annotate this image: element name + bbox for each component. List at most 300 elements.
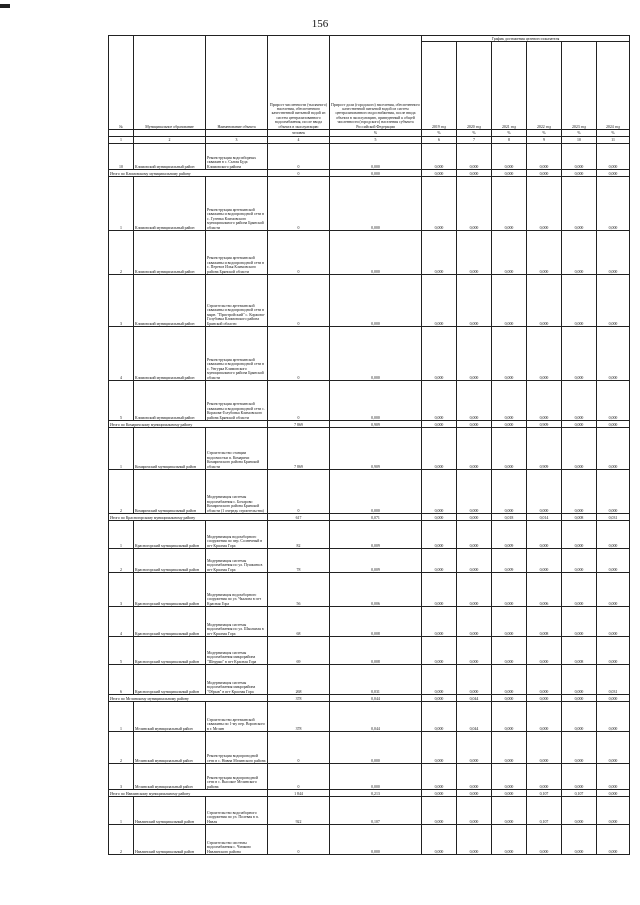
table-row [109, 521, 630, 549]
row-number: 10 [109, 144, 134, 170]
row-number: 3 [109, 764, 134, 790]
population-cell: 82 [268, 521, 330, 549]
year-value-cell: 0,000 [422, 573, 457, 607]
year-value-cell: 0,000 [492, 421, 527, 428]
share-cell: 0,000 [330, 825, 422, 855]
object-name-cell: Модернизация системы водоснабжения микрорайона "Шнурки" в пгт Красная Гора [206, 637, 268, 665]
municipality-cell: Климовский муниципальный район [134, 275, 206, 327]
year-value-cell: 0,000 [562, 428, 597, 470]
year-value-cell: 0,000 [422, 327, 457, 381]
share-cell: 0,044 [330, 702, 422, 732]
share-cell: 0,008 [330, 607, 422, 637]
unit-cell: % [492, 130, 527, 137]
year-value-cell: 0,000 [422, 702, 457, 732]
share-cell: 0,044 [330, 695, 422, 702]
year-value-cell: 0,000 [457, 797, 492, 825]
year-value-cell: 0,000 [492, 637, 527, 665]
share-cell: 0,107 [330, 797, 422, 825]
year-value-cell: 0,000 [562, 275, 597, 327]
year-value-cell: 0,000 [527, 170, 562, 177]
share-cell: 0,071 [330, 514, 422, 521]
year-value-cell: 0,031 [597, 514, 630, 521]
municipality-cell: Мглинский муниципальный район [134, 764, 206, 790]
header-share-growth: Прирост доли (городского) населения, обеспеченного качественной питьевой водой из систем централизованного водоснабжения, после ввода объекта в эксплуатацию, приведенный к общей численности (городского) населения субъекта Российской Федерации [330, 36, 422, 130]
municipality-cell: Красногорский муниципальный район [134, 521, 206, 549]
header-no: № [109, 36, 134, 130]
table-row [109, 549, 630, 573]
population-cell: 617 [268, 514, 330, 521]
row-number: 1 [109, 177, 134, 231]
year-value-cell: 0,000 [562, 470, 597, 514]
year-value-cell: 0,000 [597, 275, 630, 327]
table-row [109, 825, 630, 855]
year-value-cell: 0,000 [422, 275, 457, 327]
table-row [109, 637, 630, 665]
year-value-cell: 0,000 [527, 470, 562, 514]
year-value-cell: 0,009 [492, 549, 527, 573]
municipality-cell: Климовский муниципальный район [134, 177, 206, 231]
population-cell: 7 869 [268, 421, 330, 428]
header-object-name: Наименование объекта [206, 36, 268, 130]
year-value-cell: 0,031 [597, 665, 630, 695]
population-cell: 0 [268, 327, 330, 381]
year-value-cell: 0,000 [562, 170, 597, 177]
municipality-cell: Комаричский муниципальный район [134, 428, 206, 470]
row-number: 2 [109, 549, 134, 573]
object-name-cell: Модернизация системы водоснабжения микрорайона "Обрыв" в пгт Красная Гора [206, 665, 268, 695]
municipality-cell: Красногорский муниципальный район [134, 637, 206, 665]
population-cell: 69 [268, 637, 330, 665]
municipality-cell: Комаричский муниципальный район [134, 470, 206, 514]
year-value-cell: 0,000 [492, 275, 527, 327]
year-value-cell: 0,909 [527, 421, 562, 428]
year-value-cell: 0,000 [562, 695, 597, 702]
year-value-cell: 0,000 [422, 790, 457, 797]
column-number: 9 [527, 137, 562, 144]
population-cell: 0 [268, 177, 330, 231]
column-number: 11 [597, 137, 630, 144]
share-cell: 0,000 [330, 170, 422, 177]
subtotal-label: Итого по Комаричскому муниципальному району [109, 421, 268, 428]
table-row [109, 231, 630, 275]
share-cell: 0,000 [330, 732, 422, 764]
year-value-cell: 0,000 [562, 231, 597, 275]
year-value-cell: 0,000 [597, 607, 630, 637]
object-name-cell: Модернизация водозаборного сооружения по ул. Чкалова в пгт Красная Гора [206, 573, 268, 607]
row-number: 5 [109, 381, 134, 421]
municipality-cell: Климовский муниципальный район [134, 327, 206, 381]
year-value-cell: 0,000 [457, 825, 492, 855]
population-cell: 68 [268, 607, 330, 637]
year-value-cell: 0,909 [527, 428, 562, 470]
unit-cell: % [597, 130, 630, 137]
indicator-table [108, 35, 630, 855]
year-value-cell: 0,000 [562, 825, 597, 855]
row-number: 1 [109, 521, 134, 549]
population-cell: 0 [268, 764, 330, 790]
year-value-cell: 0,000 [422, 549, 457, 573]
table-row [109, 797, 630, 825]
table-row [109, 327, 630, 381]
page-number: 156 [311, 18, 329, 30]
year-value-cell: 0,000 [422, 521, 457, 549]
year-value-cell: 0,000 [527, 637, 562, 665]
year-value-cell: 0,000 [457, 428, 492, 470]
year-value-cell: 0,000 [422, 764, 457, 790]
year-value-cell: 0,000 [457, 607, 492, 637]
year-value-cell: 0,044 [457, 702, 492, 732]
year-value-cell: 0,000 [422, 381, 457, 421]
municipality-cell: Красногорский муниципальный район [134, 665, 206, 695]
scan-corner-mark [0, 4, 10, 8]
header-year: 2024 год [597, 42, 630, 130]
share-cell: 0,213 [330, 790, 422, 797]
year-value-cell: 0,000 [492, 170, 527, 177]
row-number: 4 [109, 607, 134, 637]
year-value-cell: 0,000 [457, 549, 492, 573]
row-number: 3 [109, 275, 134, 327]
table-body [109, 144, 630, 855]
year-value-cell: 0,000 [597, 825, 630, 855]
header-year: 2022 год [527, 42, 562, 130]
object-name-cell: Реконструкция артезианской скважины и водопроводной сети с. Коржова-Голубовка Климовского района Брянской области [206, 381, 268, 421]
municipality-cell: Климовский муниципальный район [134, 231, 206, 275]
year-value-cell: 0,018 [492, 514, 527, 521]
share-cell: 0,009 [330, 549, 422, 573]
year-value-cell: 0,000 [597, 144, 630, 170]
population-cell: 0 [268, 732, 330, 764]
year-value-cell: 0,000 [457, 327, 492, 381]
object-name-cell: Строительство системы водоснабжения с. Чичково Навлинского района [206, 825, 268, 855]
year-value-cell: 0,000 [597, 637, 630, 665]
population-cell: 0 [268, 170, 330, 177]
row-number: 1 [109, 428, 134, 470]
year-value-cell: 0,000 [457, 521, 492, 549]
object-name-cell: Модернизация системы водоснабжения с. Бочарово Комаричского района Брянской области (1 очередь строительства) [206, 470, 268, 514]
share-cell: 0,000 [330, 381, 422, 421]
population-cell: 0 [268, 231, 330, 275]
year-value-cell: 0,000 [492, 764, 527, 790]
table-row [109, 764, 630, 790]
subtotal-row [109, 514, 630, 521]
municipality-cell: Навлинский муниципальный район [134, 825, 206, 855]
subtotal-row [109, 170, 630, 177]
year-value-cell: 0,000 [597, 549, 630, 573]
share-cell: 0,000 [330, 764, 422, 790]
population-cell: 378 [268, 702, 330, 732]
year-value-cell: 0,000 [457, 790, 492, 797]
year-value-cell: 0,000 [597, 764, 630, 790]
year-value-cell: 0,000 [597, 702, 630, 732]
year-value-cell: 0,000 [492, 231, 527, 275]
population-cell: 268 [268, 665, 330, 695]
year-value-cell: 0,008 [562, 514, 597, 521]
row-number: 6 [109, 665, 134, 695]
municipality-cell: Климовский муниципальный район [134, 381, 206, 421]
year-value-cell: 0,000 [422, 825, 457, 855]
year-value-cell: 0,000 [492, 573, 527, 607]
year-value-cell: 0,000 [597, 695, 630, 702]
object-name-cell: Модернизация водозаборного сооружения по пер. Cолнечный в пгт Красная Гора [206, 521, 268, 549]
year-value-cell: 0,000 [597, 470, 630, 514]
municipality-cell: Красногорский муниципальный район [134, 607, 206, 637]
population-cell: 7 869 [268, 428, 330, 470]
municipality-cell: Красногорский муниципальный район [134, 549, 206, 573]
year-value-cell: 0,000 [492, 177, 527, 231]
year-value-cell: 0,000 [597, 428, 630, 470]
column-number: 1 [109, 137, 134, 144]
column-number: 10 [562, 137, 597, 144]
year-value-cell: 0,000 [492, 825, 527, 855]
subtotal-row [109, 695, 630, 702]
year-value-cell: 0,014 [527, 514, 562, 521]
year-value-cell: 0,000 [457, 514, 492, 521]
year-value-cell: 0,000 [422, 695, 457, 702]
year-value-cell: 0,000 [527, 695, 562, 702]
column-number: 7 [457, 137, 492, 144]
unit-cell: человек [268, 130, 330, 137]
population-cell: 0 [268, 470, 330, 514]
header-population-growth: Прирост численности (тысячного) населения, обеспеченного качественной питьевой водой из систем централизованного водоснабжения, после ввода объекта в эксплуатацию [268, 36, 330, 130]
table-row [109, 177, 630, 231]
year-value-cell: 0,000 [597, 381, 630, 421]
share-cell: 0,000 [330, 275, 422, 327]
year-value-cell: 0,000 [527, 177, 562, 231]
year-value-cell: 0,000 [562, 764, 597, 790]
subtotal-label: Итого по Мглинскому муниципальному району [109, 695, 268, 702]
table-row [109, 573, 630, 607]
year-value-cell: 0,008 [527, 607, 562, 637]
object-name-cell: Реконструкция артезианской скважины и водопроводной сети в с. Перевоз Илья Климовского района Брянской области [206, 231, 268, 275]
year-value-cell: 0,107 [527, 797, 562, 825]
table-row [109, 732, 630, 764]
header-schedule: График достижения целевого показателя [422, 36, 630, 42]
column-number: 8 [492, 137, 527, 144]
year-value-cell: 0,000 [492, 732, 527, 764]
unit-cell: % [527, 130, 562, 137]
year-value-cell: 0,000 [527, 702, 562, 732]
column-number: 3 [206, 137, 268, 144]
municipality-cell: Мглинский муниципальный район [134, 732, 206, 764]
year-value-cell: 0,000 [457, 275, 492, 327]
year-value-cell: 0,000 [562, 665, 597, 695]
year-value-cell: 0,000 [562, 549, 597, 573]
year-value-cell: 0,000 [562, 144, 597, 170]
row-number: 2 [109, 470, 134, 514]
year-value-cell: 0,107 [562, 790, 597, 797]
year-value-cell: 0,009 [492, 521, 527, 549]
population-cell: 0 [268, 275, 330, 327]
year-value-cell: 0,000 [597, 790, 630, 797]
year-value-cell: 0,000 [562, 702, 597, 732]
share-cell: 0,006 [330, 573, 422, 607]
header-year: 2019 год [422, 42, 457, 130]
year-value-cell: 0,000 [492, 470, 527, 514]
year-value-cell: 0,000 [562, 421, 597, 428]
population-cell: 0 [268, 144, 330, 170]
year-value-cell: 0,000 [527, 732, 562, 764]
year-value-cell: 0,000 [492, 695, 527, 702]
table-row [109, 381, 630, 421]
units-row [109, 130, 630, 137]
year-value-cell: 0,000 [422, 421, 457, 428]
table-row [109, 607, 630, 637]
object-name-cell: Строительство водозаборного сооружения по ул. Полевая в п. Навля [206, 797, 268, 825]
share-cell: 0,000 [330, 231, 422, 275]
year-value-cell: 0,000 [457, 637, 492, 665]
year-value-cell: 0,000 [492, 144, 527, 170]
year-value-cell: 0,000 [457, 381, 492, 421]
year-value-cell: 0,000 [527, 825, 562, 855]
subtotal-row [109, 421, 630, 428]
table-row [109, 665, 630, 695]
year-value-cell: 0,000 [527, 231, 562, 275]
year-value-cell: 0,000 [492, 607, 527, 637]
share-cell: 0,000 [330, 470, 422, 514]
year-value-cell: 0,000 [562, 732, 597, 764]
year-value-cell: 0,000 [422, 607, 457, 637]
year-value-cell: 0,000 [562, 607, 597, 637]
object-name-cell: Реконструкция водопроводной сети в с. Нивна Мглинского района [206, 732, 268, 764]
population-cell: 1 844 [268, 790, 330, 797]
table-row [109, 275, 630, 327]
year-value-cell: 0,000 [492, 665, 527, 695]
year-value-cell: 0,000 [597, 421, 630, 428]
year-value-cell: 0,006 [527, 573, 562, 607]
year-value-cell: 0,000 [422, 732, 457, 764]
share-cell: 0,009 [330, 521, 422, 549]
object-name-cell: Реконструкция водозаборных скважин в с. Сытая Буда Климовского района [206, 144, 268, 170]
year-value-cell: 0,000 [492, 702, 527, 732]
unit-cell: % [457, 130, 492, 137]
year-value-cell: 0,000 [562, 327, 597, 381]
year-value-cell: 0,000 [597, 170, 630, 177]
object-name-cell: Строительство станции водоочистки п. Комаричи Комаричского района Брянской области [206, 428, 268, 470]
unit-cell: % [330, 130, 422, 137]
population-cell: 922 [268, 797, 330, 825]
row-number: 2 [109, 825, 134, 855]
table-row [109, 428, 630, 470]
year-value-cell: 0,000 [422, 177, 457, 231]
year-value-cell: 0,000 [492, 327, 527, 381]
object-name-cell: Модернизация системы водоснабжения по ул. Школьная в пгт Красная Гора [206, 607, 268, 637]
population-cell: 0 [268, 381, 330, 421]
year-value-cell: 0,000 [597, 797, 630, 825]
object-name-cell: Реконструкция артезианской скважины и водопроводной сети в с. Унгурка Климовского муниципального района Брянской области [206, 327, 268, 381]
row-number: 2 [109, 231, 134, 275]
year-value-cell: 0,000 [457, 231, 492, 275]
year-value-cell: 0,000 [597, 231, 630, 275]
share-cell: 0,909 [330, 421, 422, 428]
year-value-cell: 0,000 [597, 732, 630, 764]
row-number: 4 [109, 327, 134, 381]
year-value-cell: 0,044 [457, 695, 492, 702]
year-value-cell: 0,000 [527, 327, 562, 381]
year-value-cell: 0,000 [422, 797, 457, 825]
share-cell: 0,000 [330, 327, 422, 381]
year-value-cell: 0,000 [457, 764, 492, 790]
column-numbers-row [109, 137, 630, 144]
year-value-cell: 0,000 [562, 573, 597, 607]
year-value-cell: 0,000 [562, 381, 597, 421]
column-number: 4 [268, 137, 330, 144]
municipality-cell: Мглинский муниципальный район [134, 702, 206, 732]
year-value-cell: 0,000 [562, 521, 597, 549]
table-row [109, 144, 630, 170]
year-value-cell: 0,000 [597, 521, 630, 549]
column-number: 6 [422, 137, 457, 144]
share-cell: 0,031 [330, 665, 422, 695]
municipality-cell: Красногорский муниципальный район [134, 573, 206, 607]
header-year: 2020 год [457, 42, 492, 130]
unit-cell: % [562, 130, 597, 137]
row-number: 1 [109, 702, 134, 732]
object-name-cell: Реконструкция артезианской скважины и водопроводной сети в с. Гулевка Климовского муниципального района Брянской области [206, 177, 268, 231]
year-value-cell: 0,008 [562, 637, 597, 665]
population-cell: 378 [268, 695, 330, 702]
year-value-cell: 0,000 [422, 637, 457, 665]
year-value-cell: 0,000 [457, 732, 492, 764]
year-value-cell: 0,000 [562, 177, 597, 231]
year-value-cell: 0,107 [527, 790, 562, 797]
year-value-cell: 0,000 [457, 573, 492, 607]
year-value-cell: 0,000 [457, 470, 492, 514]
year-value-cell: 0,000 [597, 177, 630, 231]
municipality-cell: Навлинский муниципальный район [134, 797, 206, 825]
subtotal-label: Итого по Красногорскому муниципальному району [109, 514, 268, 521]
year-value-cell: 0,000 [422, 514, 457, 521]
header-year: 2023 год [562, 42, 597, 130]
year-value-cell: 0,000 [492, 790, 527, 797]
year-value-cell: 0,000 [492, 428, 527, 470]
year-value-cell: 0,000 [527, 275, 562, 327]
year-value-cell: 0,000 [597, 327, 630, 381]
share-cell: 0,008 [330, 637, 422, 665]
row-number: 5 [109, 637, 134, 665]
population-cell: 56 [268, 573, 330, 607]
year-value-cell: 0,000 [457, 177, 492, 231]
year-value-cell: 0,000 [527, 381, 562, 421]
year-value-cell: 0,000 [527, 764, 562, 790]
object-name-cell: Реконструкция водопроводной сети в с. Высокое Мглинского района [206, 764, 268, 790]
table-row [109, 702, 630, 732]
year-value-cell: 0,000 [422, 231, 457, 275]
year-value-cell: 0,000 [562, 797, 597, 825]
subtotal-label: Итого по Навлинскому муниципальному району [109, 790, 268, 797]
population-cell: 0 [268, 825, 330, 855]
subtotal-row [109, 790, 630, 797]
object-name-cell: Строительство артезианской скважины и водопроводной сети в мкрн. "Пристройский" с. Коржова-Голубовка Климовского района Брянской области [206, 275, 268, 327]
object-name-cell: Строительство артезианской скважины по 1-му пер. Воровского в г. Мглин [206, 702, 268, 732]
table-row [109, 470, 630, 514]
year-value-cell: 0,000 [597, 573, 630, 607]
year-value-cell: 0,000 [457, 144, 492, 170]
year-value-cell: 0,000 [422, 144, 457, 170]
row-number: 1 [109, 797, 134, 825]
year-value-cell: 0,000 [457, 170, 492, 177]
object-name-cell: Модернизация системы водоснабжения по ул. Пушкина в пгт Красная Гора [206, 549, 268, 573]
header-municipality: Муниципальное образование [134, 36, 206, 130]
year-value-cell: 0,000 [457, 665, 492, 695]
population-cell: 78 [268, 549, 330, 573]
share-cell: 0,000 [330, 177, 422, 231]
row-number: 3 [109, 573, 134, 607]
municipality-cell: Климовский муниципальный район [134, 144, 206, 170]
year-value-cell: 0,000 [492, 797, 527, 825]
year-value-cell: 0,000 [527, 549, 562, 573]
share-cell: 0,909 [330, 428, 422, 470]
year-value-cell: 0,000 [422, 470, 457, 514]
